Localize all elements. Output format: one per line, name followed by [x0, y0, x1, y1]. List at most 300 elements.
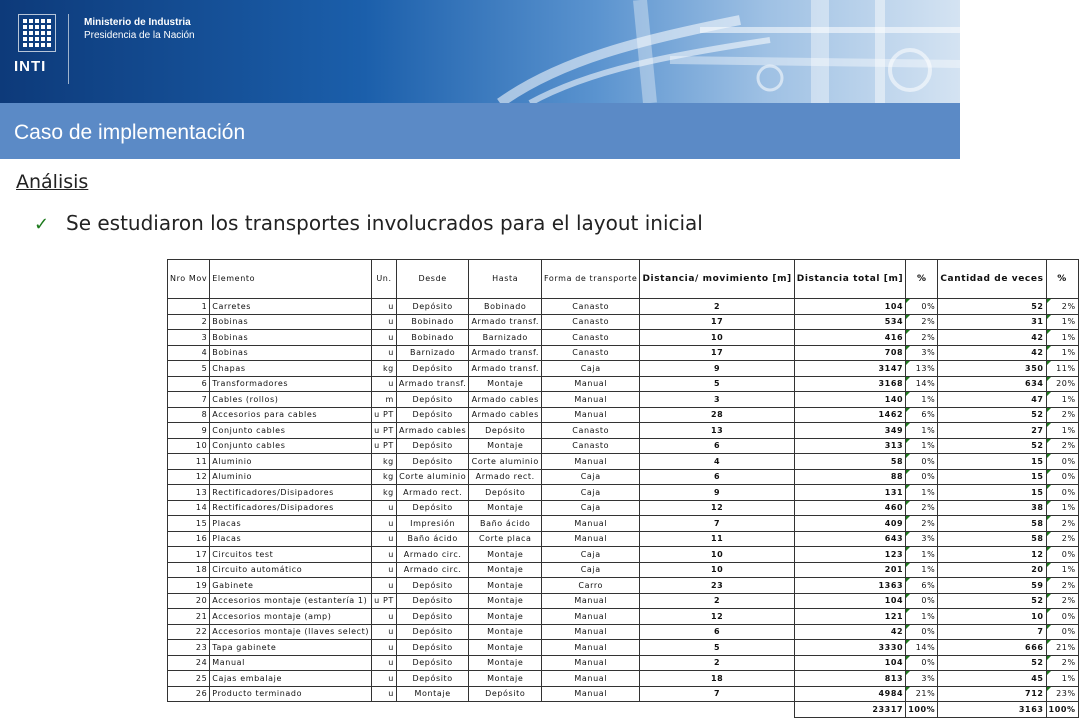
table-row	[168, 686, 1079, 702]
bullet-point	[34, 211, 703, 235]
distance-total-cell: 42	[794, 624, 905, 640]
unit-cell: u	[372, 624, 397, 640]
times-count-cell: 634	[938, 376, 1046, 392]
distance-pct-cell: 3%	[906, 345, 938, 361]
unit-cell: u	[372, 671, 397, 687]
transport-form-cell: Manual	[542, 392, 640, 408]
from-cell: Armado cables	[396, 423, 469, 439]
total-distance-pct: 100%	[906, 702, 938, 718]
mov-number-cell: 18	[168, 562, 210, 578]
slide-title: Caso de implementación	[14, 121, 246, 144]
distance-per-move-cell: 2	[640, 299, 794, 315]
times-pct-cell: 1%	[1046, 423, 1078, 439]
element-cell: Bobinas	[210, 330, 372, 346]
element-cell: Gabinete	[210, 578, 372, 594]
from-cell: Bobinado	[396, 314, 469, 330]
distance-per-move-cell: 17	[640, 345, 794, 361]
title-band	[0, 103, 960, 159]
distance-pct-cell: 0%	[906, 593, 938, 609]
table-row	[168, 361, 1079, 377]
unit-cell: kg	[372, 361, 397, 377]
mov-number-cell: 5	[168, 361, 210, 377]
times-count-cell: 10	[938, 609, 1046, 625]
times-count-cell: 350	[938, 361, 1046, 377]
distance-per-move-cell: 10	[640, 547, 794, 563]
distance-total-cell: 1363	[794, 578, 905, 594]
from-cell: Corte aluminio	[396, 469, 469, 485]
from-cell: Armado transf.	[396, 376, 469, 392]
to-cell: Armado cables	[469, 392, 542, 408]
unit-cell: u PT	[372, 407, 397, 423]
logo-divider	[68, 14, 69, 84]
times-count-cell: 38	[938, 500, 1046, 516]
table-row	[168, 376, 1079, 392]
distance-per-move-cell: 6	[640, 624, 794, 640]
section-subtitle: Análisis	[16, 171, 89, 193]
distance-total-cell: 121	[794, 609, 905, 625]
distance-total-cell: 313	[794, 438, 905, 454]
to-cell: Depósito	[469, 485, 542, 501]
unit-cell: u	[372, 314, 397, 330]
times-pct-cell: 1%	[1046, 562, 1078, 578]
mov-number-cell: 13	[168, 485, 210, 501]
transport-form-cell: Manual	[542, 516, 640, 532]
times-pct-cell: 2%	[1046, 655, 1078, 671]
transport-form-cell: Manual	[542, 686, 640, 702]
distance-per-move-cell: 18	[640, 671, 794, 687]
unit-cell: u	[372, 655, 397, 671]
times-count-cell: 47	[938, 392, 1046, 408]
distance-total-cell: 813	[794, 671, 905, 687]
to-cell: Armado rect.	[469, 469, 542, 485]
transport-table-wrapper	[167, 259, 1079, 718]
mov-number-cell: 17	[168, 547, 210, 563]
transport-form-cell: Carro	[542, 578, 640, 594]
distance-total-cell: 140	[794, 392, 905, 408]
times-pct-cell: 2%	[1046, 438, 1078, 454]
transport-form-cell: Manual	[542, 407, 640, 423]
mov-number-cell: 19	[168, 578, 210, 594]
table-row	[168, 609, 1079, 625]
unit-cell: u	[372, 531, 397, 547]
distance-per-move-cell: 4	[640, 454, 794, 470]
times-pct-cell: 0%	[1046, 609, 1078, 625]
distance-per-move-cell: 7	[640, 516, 794, 532]
distance-pct-cell: 2%	[906, 516, 938, 532]
from-cell: Depósito	[396, 624, 469, 640]
distance-total-cell: 58	[794, 454, 905, 470]
times-pct-cell: 20%	[1046, 376, 1078, 392]
element-cell: Circuito automático	[210, 562, 372, 578]
to-cell: Armado cables	[469, 407, 542, 423]
table-row	[168, 624, 1079, 640]
distance-total-cell: 416	[794, 330, 905, 346]
times-pct-cell: 11%	[1046, 361, 1078, 377]
distance-pct-cell: 14%	[906, 376, 938, 392]
mov-number-cell: 10	[168, 438, 210, 454]
element-cell: Rectificadores/Disipadores	[210, 500, 372, 516]
industrial-pipes-image	[440, 0, 960, 103]
distance-total-cell: 123	[794, 547, 905, 563]
element-cell: Tapa gabinete	[210, 640, 372, 656]
transport-form-cell: Canasto	[542, 299, 640, 315]
element-cell: Conjunto cables	[210, 423, 372, 439]
times-count-cell: 52	[938, 299, 1046, 315]
unit-cell: kg	[372, 485, 397, 501]
mov-number-cell: 26	[168, 686, 210, 702]
distance-per-move-cell: 17	[640, 314, 794, 330]
mov-number-cell: 6	[168, 376, 210, 392]
unit-cell: u	[372, 345, 397, 361]
element-cell: Placas	[210, 516, 372, 532]
from-cell: Montaje	[396, 686, 469, 702]
table-header-row	[168, 260, 1079, 299]
table-row	[168, 671, 1079, 687]
distance-pct-cell: 2%	[906, 314, 938, 330]
to-cell: Armado transf.	[469, 345, 542, 361]
header-cell: Distancia total [m]	[794, 260, 905, 299]
logo-text: INTI	[14, 58, 47, 75]
mov-number-cell: 3	[168, 330, 210, 346]
distance-pct-cell: 3%	[906, 531, 938, 547]
distance-pct-cell: 1%	[906, 562, 938, 578]
element-cell: Rectificadores/Disipadores	[210, 485, 372, 501]
table-row	[168, 640, 1079, 656]
distance-per-move-cell: 2	[640, 593, 794, 609]
transport-form-cell: Canasto	[542, 423, 640, 439]
element-cell: Conjunto cables	[210, 438, 372, 454]
unit-cell: u	[372, 547, 397, 563]
distance-pct-cell: 1%	[906, 438, 938, 454]
element-cell: Bobinas	[210, 345, 372, 361]
distance-per-move-cell: 7	[640, 686, 794, 702]
mov-number-cell: 14	[168, 500, 210, 516]
from-cell: Depósito	[396, 609, 469, 625]
times-pct-cell: 2%	[1046, 593, 1078, 609]
distance-pct-cell: 0%	[906, 624, 938, 640]
times-count-cell: 52	[938, 438, 1046, 454]
distance-per-move-cell: 13	[640, 423, 794, 439]
from-cell: Depósito	[396, 671, 469, 687]
mov-number-cell: 23	[168, 640, 210, 656]
table-row	[168, 562, 1079, 578]
times-count-cell: 42	[938, 330, 1046, 346]
times-pct-cell: 1%	[1046, 392, 1078, 408]
to-cell: Montaje	[469, 655, 542, 671]
element-cell: Aluminio	[210, 469, 372, 485]
distance-per-move-cell: 5	[640, 640, 794, 656]
transport-form-cell: Canasto	[542, 314, 640, 330]
mov-number-cell: 22	[168, 624, 210, 640]
from-cell: Impresión	[396, 516, 469, 532]
from-cell: Depósito	[396, 407, 469, 423]
table-row	[168, 655, 1079, 671]
element-cell: Accesorios montaje (llaves select)	[210, 624, 372, 640]
distance-per-move-cell: 11	[640, 531, 794, 547]
from-cell: Baño ácido	[396, 531, 469, 547]
element-cell: Carretes	[210, 299, 372, 315]
checkmark-icon: ✓	[34, 214, 50, 235]
header-cell: %	[906, 260, 938, 299]
to-cell: Montaje	[469, 593, 542, 609]
to-cell: Montaje	[469, 578, 542, 594]
mov-number-cell: 21	[168, 609, 210, 625]
ministry-line2: Presidencia de la Nación	[84, 30, 195, 41]
times-pct-cell: 21%	[1046, 640, 1078, 656]
table-row	[168, 454, 1079, 470]
from-cell: Depósito	[396, 392, 469, 408]
transport-form-cell: Caja	[542, 500, 640, 516]
from-cell: Depósito	[396, 361, 469, 377]
transport-table	[167, 259, 1079, 718]
header-cell: Cantidad de veces	[938, 260, 1046, 299]
to-cell: Montaje	[469, 547, 542, 563]
element-cell: Circuitos test	[210, 547, 372, 563]
mov-number-cell: 24	[168, 655, 210, 671]
header-cell: Desde	[396, 260, 469, 299]
distance-pct-cell: 21%	[906, 686, 938, 702]
mov-number-cell: 8	[168, 407, 210, 423]
times-pct-cell: 2%	[1046, 299, 1078, 315]
element-cell: Manual	[210, 655, 372, 671]
table-row	[168, 438, 1079, 454]
distance-per-move-cell: 9	[640, 361, 794, 377]
distance-per-move-cell: 2	[640, 655, 794, 671]
unit-cell: u PT	[372, 423, 397, 439]
from-cell: Depósito	[396, 299, 469, 315]
element-cell: Placas	[210, 531, 372, 547]
unit-cell: u	[372, 686, 397, 702]
mov-number-cell: 15	[168, 516, 210, 532]
times-pct-cell: 23%	[1046, 686, 1078, 702]
to-cell: Depósito	[469, 686, 542, 702]
times-pct-cell: 0%	[1046, 485, 1078, 501]
from-cell: Armado circ.	[396, 562, 469, 578]
mov-number-cell: 25	[168, 671, 210, 687]
distance-pct-cell: 6%	[906, 578, 938, 594]
distance-per-move-cell: 28	[640, 407, 794, 423]
from-cell: Depósito	[396, 593, 469, 609]
distance-total-cell: 104	[794, 593, 905, 609]
unit-cell: u PT	[372, 593, 397, 609]
mov-number-cell: 20	[168, 593, 210, 609]
times-count-cell: 45	[938, 671, 1046, 687]
distance-total-cell: 3330	[794, 640, 905, 656]
from-cell: Depósito	[396, 578, 469, 594]
table-row	[168, 547, 1079, 563]
header-cell: Elemento	[210, 260, 372, 299]
distance-pct-cell: 0%	[906, 299, 938, 315]
to-cell: Barnizado	[469, 330, 542, 346]
distance-pct-cell: 0%	[906, 469, 938, 485]
distance-pct-cell: 2%	[906, 500, 938, 516]
transport-form-cell: Canasto	[542, 330, 640, 346]
unit-cell: u	[372, 640, 397, 656]
unit-cell: u PT	[372, 438, 397, 454]
table-row	[168, 314, 1079, 330]
times-pct-cell: 2%	[1046, 407, 1078, 423]
distance-total-cell: 534	[794, 314, 905, 330]
to-cell: Montaje	[469, 376, 542, 392]
transport-form-cell: Canasto	[542, 438, 640, 454]
element-cell: Aluminio	[210, 454, 372, 470]
header-cell: Distancia/ movimiento [m]	[640, 260, 794, 299]
from-cell: Barnizado	[396, 345, 469, 361]
unit-cell: u	[372, 578, 397, 594]
to-cell: Baño ácido	[469, 516, 542, 532]
mov-number-cell: 2	[168, 314, 210, 330]
header-cell: %	[1046, 260, 1078, 299]
unit-cell: u	[372, 609, 397, 625]
times-pct-cell: 1%	[1046, 330, 1078, 346]
to-cell: Montaje	[469, 500, 542, 516]
times-pct-cell: 0%	[1046, 624, 1078, 640]
ministry-line1: Ministerio de Industria	[84, 17, 191, 28]
from-cell: Depósito	[396, 640, 469, 656]
table-row	[168, 423, 1079, 439]
times-count-cell: 52	[938, 593, 1046, 609]
table-row	[168, 485, 1079, 501]
transport-form-cell: Manual	[542, 655, 640, 671]
element-cell: Cajas embalaje	[210, 671, 372, 687]
table-row	[168, 516, 1079, 532]
times-pct-cell: 0%	[1046, 469, 1078, 485]
times-count-cell: 712	[938, 686, 1046, 702]
times-count-cell: 7	[938, 624, 1046, 640]
transport-form-cell: Manual	[542, 609, 640, 625]
distance-pct-cell: 2%	[906, 330, 938, 346]
from-cell: Depósito	[396, 438, 469, 454]
header-cell: Forma de transporte	[542, 260, 640, 299]
element-cell: Chapas	[210, 361, 372, 377]
element-cell: Accesorios montaje (estantería 1)	[210, 593, 372, 609]
times-pct-cell: 1%	[1046, 314, 1078, 330]
times-pct-cell: 1%	[1046, 345, 1078, 361]
table-row	[168, 500, 1079, 516]
table-row	[168, 593, 1079, 609]
transport-form-cell: Caja	[542, 562, 640, 578]
times-pct-cell: 2%	[1046, 516, 1078, 532]
mov-number-cell: 9	[168, 423, 210, 439]
distance-total-cell: 460	[794, 500, 905, 516]
distance-pct-cell: 0%	[906, 454, 938, 470]
distance-per-move-cell: 10	[640, 330, 794, 346]
times-pct-cell: 1%	[1046, 500, 1078, 516]
unit-cell: u	[372, 330, 397, 346]
unit-cell: u	[372, 500, 397, 516]
to-cell: Depósito	[469, 423, 542, 439]
unit-cell: u	[372, 562, 397, 578]
transport-form-cell: Caja	[542, 361, 640, 377]
to-cell: Armado transf.	[469, 314, 542, 330]
times-count-cell: 20	[938, 562, 1046, 578]
times-pct-cell: 0%	[1046, 454, 1078, 470]
mov-number-cell: 4	[168, 345, 210, 361]
bullet-text: Se estudiaron los transportes involucrados para el layout inicial	[66, 211, 703, 235]
mov-number-cell: 11	[168, 454, 210, 470]
times-count-cell: 52	[938, 407, 1046, 423]
to-cell: Corte aluminio	[469, 454, 542, 470]
element-cell: Accesorios montaje (amp)	[210, 609, 372, 625]
distance-per-move-cell: 3	[640, 392, 794, 408]
times-count-cell: 59	[938, 578, 1046, 594]
distance-per-move-cell: 6	[640, 469, 794, 485]
distance-per-move-cell: 6	[640, 438, 794, 454]
distance-pct-cell: 0%	[906, 655, 938, 671]
from-cell: Depósito	[396, 454, 469, 470]
times-count-cell: 15	[938, 454, 1046, 470]
element-cell: Bobinas	[210, 314, 372, 330]
times-count-cell: 31	[938, 314, 1046, 330]
distance-per-move-cell: 9	[640, 485, 794, 501]
distance-total-cell: 3168	[794, 376, 905, 392]
header-cell: Hasta	[469, 260, 542, 299]
distance-total-cell: 1462	[794, 407, 905, 423]
to-cell: Montaje	[469, 609, 542, 625]
transport-form-cell: Manual	[542, 624, 640, 640]
total-distance: 23317	[794, 702, 905, 718]
distance-total-cell: 4984	[794, 686, 905, 702]
table-row	[168, 345, 1079, 361]
to-cell: Bobinado	[469, 299, 542, 315]
table-row	[168, 578, 1079, 594]
distance-per-move-cell: 12	[640, 609, 794, 625]
mov-number-cell: 12	[168, 469, 210, 485]
ministry-name	[84, 16, 195, 42]
times-count-cell: 15	[938, 469, 1046, 485]
unit-cell: kg	[372, 454, 397, 470]
mov-number-cell: 1	[168, 299, 210, 315]
mov-number-cell: 7	[168, 392, 210, 408]
distance-total-cell: 88	[794, 469, 905, 485]
table-row	[168, 407, 1079, 423]
header-cell: Un.	[372, 260, 397, 299]
transport-form-cell: Manual	[542, 531, 640, 547]
times-count-cell: 42	[938, 345, 1046, 361]
distance-total-cell: 708	[794, 345, 905, 361]
transport-form-cell: Manual	[542, 454, 640, 470]
distance-pct-cell: 3%	[906, 671, 938, 687]
transport-form-cell: Manual	[542, 376, 640, 392]
from-cell: Armado circ.	[396, 547, 469, 563]
times-count-cell: 666	[938, 640, 1046, 656]
distance-pct-cell: 1%	[906, 485, 938, 501]
to-cell: Armado transf.	[469, 361, 542, 377]
from-cell: Bobinado	[396, 330, 469, 346]
distance-total-cell: 131	[794, 485, 905, 501]
to-cell: Montaje	[469, 562, 542, 578]
table-row	[168, 531, 1079, 547]
table-row	[168, 469, 1079, 485]
total-count: 3163	[938, 702, 1046, 718]
element-cell: Producto terminado	[210, 686, 372, 702]
to-cell: Montaje	[469, 640, 542, 656]
inti-logo-icon	[18, 14, 56, 52]
header-banner	[0, 0, 960, 103]
times-pct-cell: 1%	[1046, 671, 1078, 687]
unit-cell: u	[372, 299, 397, 315]
element-cell: Cables (rollos)	[210, 392, 372, 408]
transport-form-cell: Manual	[542, 671, 640, 687]
times-pct-cell: 2%	[1046, 531, 1078, 547]
distance-pct-cell: 1%	[906, 609, 938, 625]
times-count-cell: 58	[938, 516, 1046, 532]
to-cell: Corte placa	[469, 531, 542, 547]
unit-cell: u	[372, 376, 397, 392]
table-row	[168, 299, 1079, 315]
mov-number-cell: 16	[168, 531, 210, 547]
times-pct-cell: 0%	[1046, 547, 1078, 563]
